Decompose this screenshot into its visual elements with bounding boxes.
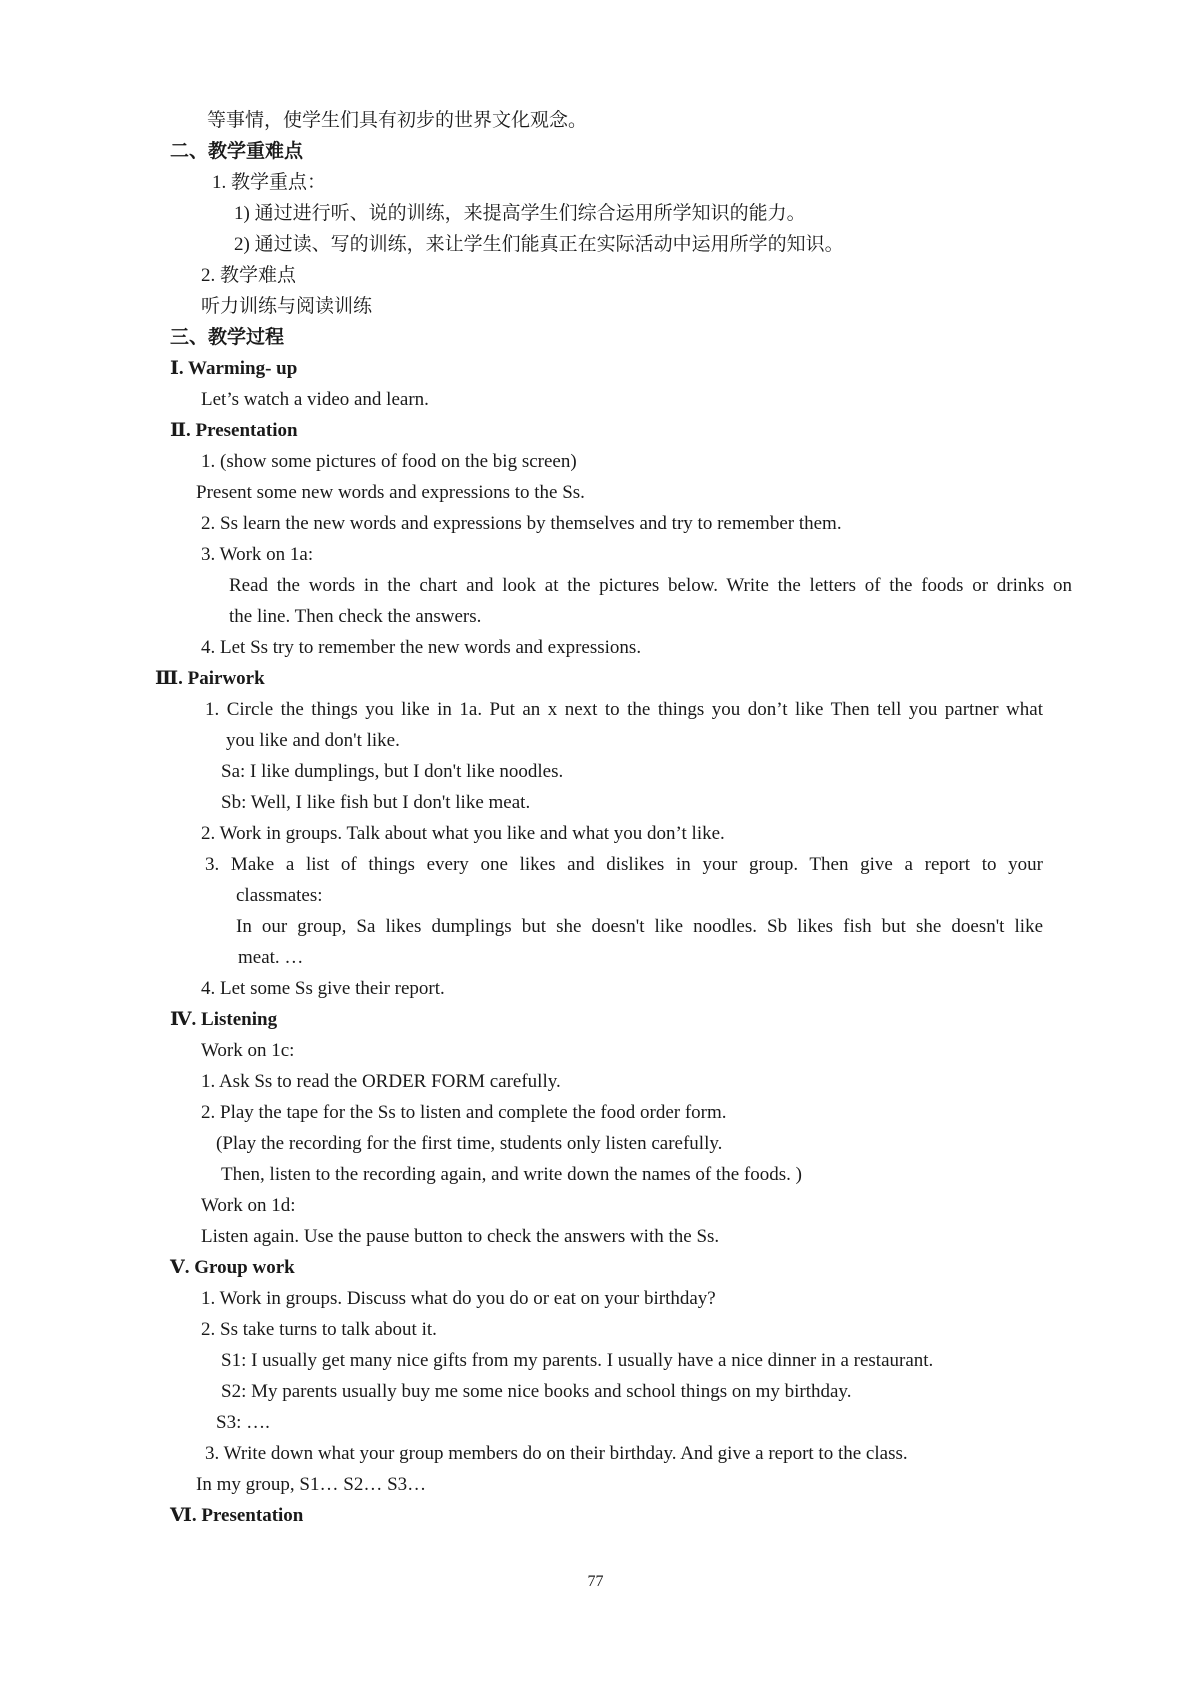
text-line: S2: My parents usually buy me some nice books and school things on my birthday. bbox=[221, 1381, 852, 1402]
text-line: S1: I usually get many nice gifts from my parents. I usually have a nice dinner in a restaurant. bbox=[221, 1350, 934, 1371]
text-line: In our group, Sa likes dumplings but she doesn't like noodles. Sb likes fish but she doesn't like bbox=[236, 916, 1043, 937]
section-heading: Ⅵ. Presentation bbox=[170, 1505, 304, 1526]
text-line: the line. Then check the answers. bbox=[229, 606, 482, 627]
text-line: 1. Ask Ss to read the ORDER FORM carefully. bbox=[201, 1071, 561, 1092]
text-line: 1. 教学重点： bbox=[212, 172, 327, 193]
text-line: (Play the recording for the first time, students only listen carefully. bbox=[216, 1133, 723, 1154]
text-line: 3. Work on 1a: bbox=[201, 544, 314, 565]
text-line: 1) 通过进行听、说的训练，来提高学生们综合运用所学知识的能力。 bbox=[234, 203, 806, 224]
text-line: Let’s watch a video and learn. bbox=[201, 389, 429, 410]
section-heading: 三、教学过程 bbox=[170, 327, 285, 348]
section-heading: Ⅴ. Group work bbox=[170, 1257, 295, 1278]
text-line: Present some new words and expressions to the Ss. bbox=[196, 482, 585, 503]
text-line: 3. Write down what your group members do on their birthday. And give a report to the class. bbox=[205, 1443, 908, 1464]
text-line: 1. (show some pictures of food on the big screen) bbox=[201, 451, 577, 472]
text-line: In my group, S1… S2… S3… bbox=[196, 1474, 427, 1495]
section-heading: Ⅰ. Warming- up bbox=[170, 358, 298, 379]
text-line: 2. Play the tape for the Ss to listen and complete the food order form. bbox=[201, 1102, 727, 1123]
text-line: 2. 教学难点 bbox=[201, 265, 297, 286]
text-line: 1. Work in groups. Discuss what do you do or eat on your birthday? bbox=[201, 1288, 716, 1309]
text-line: Then, listen to the recording again, and write down the names of the foods. ) bbox=[221, 1164, 802, 1185]
page-number: 77 bbox=[587, 1573, 604, 1590]
text-line: 4. Let Ss try to remember the new words and expressions. bbox=[201, 637, 642, 658]
text-line: Work on 1d: bbox=[201, 1195, 296, 1216]
text-line: Listen again. Use the pause button to check the answers with the Ss. bbox=[201, 1226, 720, 1247]
section-heading: Ⅳ. Listening bbox=[170, 1009, 278, 1030]
text-line: S3: …. bbox=[216, 1412, 270, 1433]
section-heading: 二、教学重难点 bbox=[170, 141, 304, 162]
text-line: you like and don't like. bbox=[226, 730, 400, 751]
text-line: 4. Let some Ss give their report. bbox=[201, 978, 445, 999]
text-line: Sa: I like dumplings, but I don't like noodles. bbox=[221, 761, 564, 782]
text-line: 2) 通过读、写的训练，来让学生们能真正在实际活动中运用所学的知识。 bbox=[234, 234, 844, 255]
text-line: 2. Ss learn the new words and expressions by themselves and try to remember them. bbox=[201, 513, 842, 534]
text-line: Work on 1c: bbox=[201, 1040, 295, 1061]
text-line: meat. … bbox=[238, 947, 304, 968]
text-line: classmates: bbox=[236, 885, 323, 906]
text-line: 2. Ss take turns to talk about it. bbox=[201, 1319, 437, 1340]
text-line: 听力训练与阅读训练 bbox=[201, 296, 373, 317]
text-line: Sb: Well, I like fish but I don't like meat. bbox=[221, 792, 531, 813]
section-heading: Ⅲ. Pairwork bbox=[155, 668, 265, 689]
text-line: 1. Circle the things you like in 1a. Put an x next to the things you don’t like Then tell you partner what bbox=[205, 699, 1043, 720]
text-line: Read the words in the chart and look at the pictures below. Write the letters of the foods or drinks on bbox=[229, 575, 1072, 596]
section-heading: Ⅱ. Presentation bbox=[170, 420, 298, 441]
text-line: 等事情，使学生们具有初步的世界文化观念。 bbox=[207, 110, 588, 131]
text-line: 3. Make a list of things every one likes and dislikes in your group. Then give a report to your bbox=[205, 854, 1043, 875]
text-line: 2. Work in groups. Talk about what you like and what you don’t like. bbox=[201, 823, 725, 844]
